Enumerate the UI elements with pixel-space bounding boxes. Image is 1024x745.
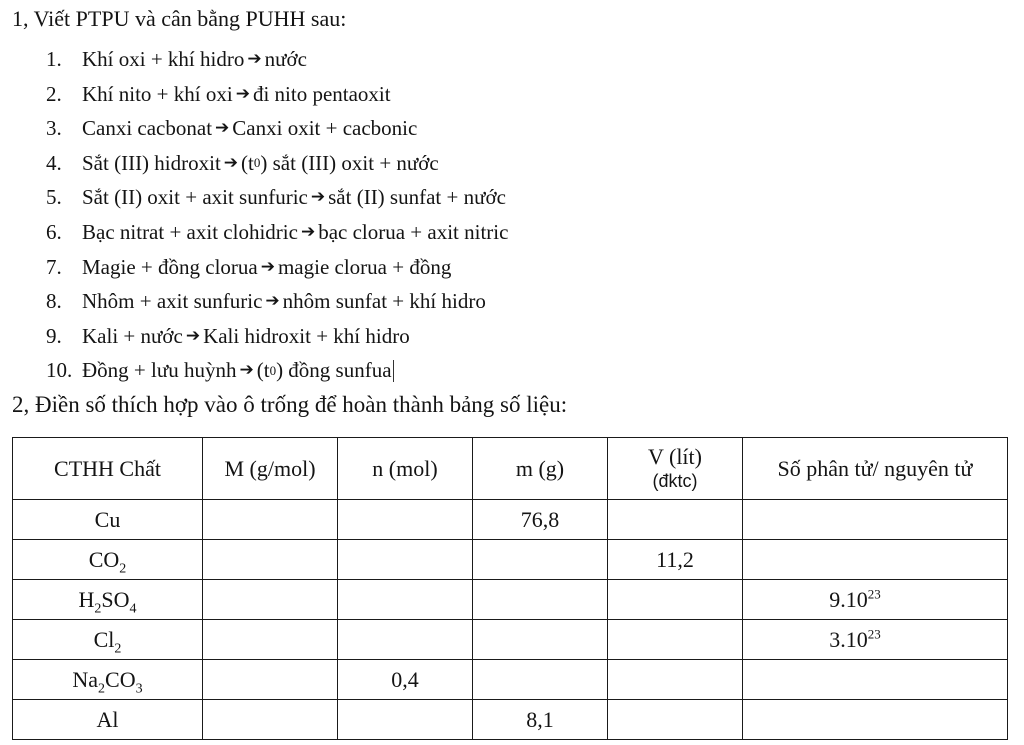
arrow-right-icon: ➔ xyxy=(185,325,201,346)
cell-volume[interactable] xyxy=(608,620,743,660)
cell-moles[interactable] xyxy=(338,620,473,660)
cell-molar-mass[interactable] xyxy=(203,660,338,700)
item-number: 6. xyxy=(46,219,62,244)
item-number: 10. xyxy=(46,358,73,383)
cell-particles xyxy=(743,620,1008,660)
cell-particles[interactable] xyxy=(743,500,1008,540)
arrow-right-icon: ➔ xyxy=(260,256,275,277)
cell-molar-mass[interactable] xyxy=(203,700,338,740)
arrow-right-icon: ➔ xyxy=(215,118,230,139)
formula-part: H xyxy=(78,586,95,612)
item-number: 3. xyxy=(46,116,62,141)
products: magie clorua + đồng xyxy=(277,254,452,279)
reactants: Đồng + lưu huỳnh xyxy=(82,358,237,383)
particles-exponent: 23 xyxy=(867,586,881,602)
cell-particles xyxy=(743,580,1008,620)
text-cursor xyxy=(393,360,394,382)
reactants: Khí oxi + khí hidro xyxy=(82,47,245,71)
formula-part: CO xyxy=(105,666,136,692)
formula-part: SO xyxy=(101,586,130,612)
cell-moles[interactable] xyxy=(338,580,473,620)
item-number: 9. xyxy=(46,323,62,348)
header-volume xyxy=(608,438,743,500)
condition: (t xyxy=(256,358,270,383)
formula-part: Na xyxy=(72,666,99,692)
cell-molar-mass[interactable] xyxy=(203,620,338,660)
table-row xyxy=(13,620,1008,660)
table-header-row xyxy=(13,438,1008,500)
reactants: Sắt (II) oxit + axit sunfuric xyxy=(82,185,308,210)
reaction-list xyxy=(46,42,508,388)
formula-subscript: 2 xyxy=(98,680,106,696)
products: đi nito pentaoxit xyxy=(252,81,391,106)
cell-formula xyxy=(13,540,203,580)
reactants: Nhôm + axit sunfuric xyxy=(82,289,263,314)
cell-moles: 0,4 xyxy=(338,660,473,700)
cell-volume[interactable] xyxy=(608,700,743,740)
cell-volume[interactable] xyxy=(608,500,743,540)
cell-moles[interactable] xyxy=(338,500,473,540)
header-volume-note: (đktc) xyxy=(652,470,698,491)
formula-subscript: 2 xyxy=(94,600,102,616)
particles-base: 3.10 xyxy=(829,626,868,652)
header-particles: Số phân tử/ nguyên tử xyxy=(743,438,1008,500)
cell-formula: Cu xyxy=(13,500,203,540)
cell-moles[interactable] xyxy=(338,540,473,580)
formula-base: CO xyxy=(88,546,120,572)
cell-volume[interactable] xyxy=(608,580,743,620)
cell-particles[interactable] xyxy=(743,700,1008,740)
section-1-heading: 1, Viết PTPU và cân bằng PUHH sau: xyxy=(12,6,347,31)
arrow-right-icon: ➔ xyxy=(310,187,326,208)
cell-molar-mass[interactable] xyxy=(203,500,338,540)
cell-molar-mass[interactable] xyxy=(203,580,338,620)
cell-mass: 76,8 xyxy=(473,500,608,540)
formula-subscript: 2 xyxy=(114,640,122,656)
list-item xyxy=(46,77,508,112)
list-item: 10. Đồng + lưu huỳnh ➔ (t 0 ) đồng sunfua xyxy=(46,353,508,388)
reactants: Khí nito + khí oxi xyxy=(82,81,233,106)
list-item xyxy=(46,250,508,285)
products: nhôm sunfat + khí hidro xyxy=(282,289,486,314)
list-item xyxy=(46,180,508,215)
header-moles: n (mol) xyxy=(338,438,473,500)
cell-mass[interactable] xyxy=(473,540,608,580)
formula-base: Cl xyxy=(93,626,115,652)
item-number: 7. xyxy=(46,254,62,279)
cell-volume: 11,2 xyxy=(608,540,743,580)
cell-particles[interactable] xyxy=(743,540,1008,580)
list-item: 4. Sắt (III) hidroxit ➔ (t 0 ) sắt (III) oxit + nước xyxy=(46,146,508,181)
arrow-right-icon: ➔ xyxy=(239,360,254,381)
section-2-heading: 2, Điền số thích hợp vào ô trống để hoàn thành bảng số liệu: xyxy=(12,392,568,417)
arrow-right-icon: ➔ xyxy=(247,49,262,69)
cell-formula xyxy=(13,580,203,620)
item-number: 2. xyxy=(46,81,62,106)
condition: (t xyxy=(241,150,254,175)
header-mass: m (g) xyxy=(473,438,608,500)
list-item xyxy=(46,215,508,250)
reactants: Magie + đồng clorua xyxy=(82,254,258,279)
cell-formula xyxy=(13,660,203,700)
list-item xyxy=(46,284,508,319)
list-item xyxy=(46,42,508,77)
cell-mass[interactable] xyxy=(473,580,608,620)
reactants: Kali + nước xyxy=(82,323,183,348)
arrow-right-icon: ➔ xyxy=(235,83,250,104)
products: bạc clorua + axit nitric xyxy=(318,219,509,244)
products: nước xyxy=(264,47,307,71)
table-row xyxy=(13,540,1008,580)
arrow-right-icon: ➔ xyxy=(265,291,280,312)
products: Kali hidroxit + khí hidro xyxy=(203,323,410,348)
table-row xyxy=(13,700,1008,740)
cell-volume[interactable] xyxy=(608,660,743,700)
products: Canxi oxit + cacbonic xyxy=(232,116,418,141)
list-item xyxy=(46,319,508,354)
formula-subscript: 2 xyxy=(119,560,127,576)
cell-molar-mass[interactable] xyxy=(203,540,338,580)
arrow-right-icon: ➔ xyxy=(300,221,316,242)
formula-subscript: 3 xyxy=(135,680,143,696)
header-volume-label: V (lít) xyxy=(648,443,702,469)
reactants: Sắt (III) hidroxit xyxy=(82,150,221,175)
cell-moles[interactable] xyxy=(338,700,473,740)
arrow-right-icon: ➔ xyxy=(223,152,239,173)
header-molar-mass: M (g/mol) xyxy=(203,438,338,500)
reactants: Canxi cacbonat xyxy=(82,116,213,141)
data-table xyxy=(12,437,1008,740)
table-row xyxy=(13,660,1008,700)
particles-exponent: 23 xyxy=(867,626,881,642)
particles-base: 9.10 xyxy=(829,586,868,612)
products: ) sắt (III) oxit + nước xyxy=(260,150,439,175)
products: ) đồng sunfua xyxy=(276,358,392,383)
list-item xyxy=(46,111,508,146)
header-formula: CTHH Chất xyxy=(13,438,203,500)
reactants: Bạc nitrat + axit clohidric xyxy=(82,219,298,244)
item-number: 5. xyxy=(46,185,62,210)
item-number: 8. xyxy=(46,289,62,314)
cell-mass[interactable] xyxy=(473,660,608,700)
formula-subscript: 4 xyxy=(129,600,137,616)
cell-particles[interactable] xyxy=(743,660,1008,700)
cell-formula xyxy=(13,620,203,660)
cell-formula: Al xyxy=(13,700,203,740)
item-number: 4. xyxy=(46,150,62,175)
cell-mass[interactable] xyxy=(473,620,608,660)
table-row xyxy=(13,580,1008,620)
products: sắt (II) sunfat + nước xyxy=(328,185,506,210)
cell-mass: 8,1 xyxy=(473,700,608,740)
item-number: 1. xyxy=(46,47,62,71)
table-row xyxy=(13,500,1008,540)
